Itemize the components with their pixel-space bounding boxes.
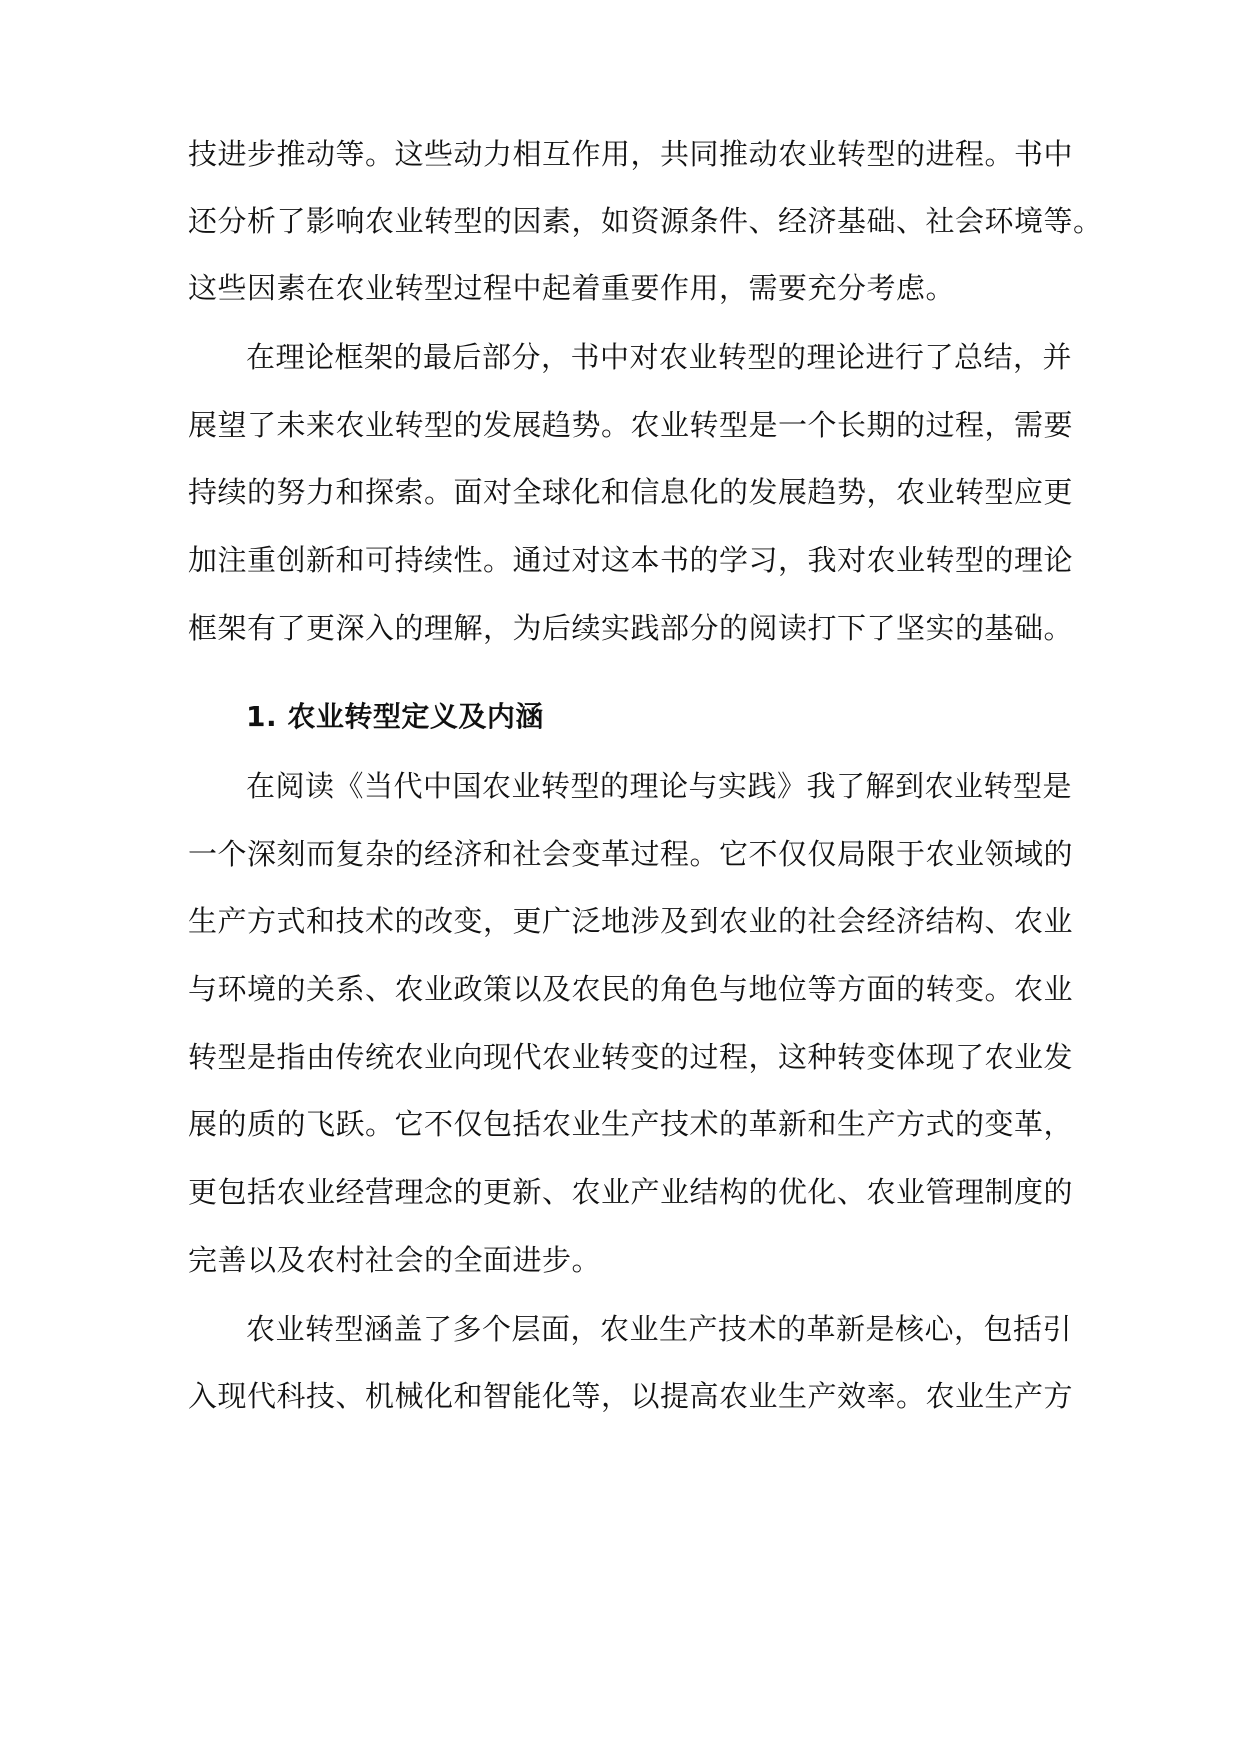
paragraph-line: 更包括农业经营理念的更新、农业产业结构的优化、农业管理制度的 bbox=[188, 1175, 1074, 1209]
paragraph-line: 展望了未来农业转型的发展趋势。农业转型是一个长期的过程，需要 bbox=[188, 408, 1074, 442]
paragraph-line: 完善以及农村社会的全面进步。 bbox=[188, 1243, 602, 1277]
paragraph-line: 这些因素在农业转型过程中起着重要作用，需要充分考虑。 bbox=[188, 271, 956, 305]
paragraph-line: 持续的努力和探索。面对全球化和信息化的发展趋势，农业转型应更 bbox=[188, 475, 1074, 509]
paragraph-line: 展的质的飞跃。它不仅包括农业生产技术的革新和生产方式的变革， bbox=[188, 1107, 1074, 1141]
paragraph-line: 一个深刻而复杂的经济和社会变革过程。它不仅仅局限于农业领域的 bbox=[188, 837, 1074, 871]
section-heading: 1. 农业转型定义及内涵 bbox=[246, 700, 544, 733]
paragraph-line: 技进步推动等。这些动力相互作用，共同推动农业转型的进程。书中 bbox=[188, 137, 1074, 171]
paragraph-line: 农业转型涵盖了多个层面，农业生产技术的革新是核心，包括引 bbox=[246, 1312, 1073, 1346]
paragraph-line: 在理论框架的最后部分，书中对农业转型的理论进行了总结，并 bbox=[246, 340, 1073, 374]
paragraph-line: 入现代科技、机械化和智能化等，以提高农业生产效率。农业生产方 bbox=[188, 1379, 1074, 1413]
paragraph-line: 生产方式和技术的改变，更广泛地涉及到农业的社会经济结构、农业 bbox=[188, 904, 1074, 938]
paragraph-line: 转型是指由传统农业向现代农业转变的过程，这种转变体现了农业发 bbox=[188, 1040, 1074, 1074]
paragraph-line: 与环境的关系、农业政策以及农民的角色与地位等方面的转变。农业 bbox=[188, 972, 1074, 1006]
paragraph-line: 在阅读《当代中国农业转型的理论与实践》我了解到农业转型是 bbox=[246, 769, 1073, 803]
paragraph-line: 还分析了影响农业转型的因素，如资源条件、经济基础、社会环境等。 bbox=[188, 204, 1103, 238]
paragraph-line: 框架有了更深入的理解，为后续实践部分的阅读打下了坚实的基础。 bbox=[188, 611, 1074, 645]
paragraph-line: 加注重创新和可持续性。通过对这本书的学习，我对农业转型的理论 bbox=[188, 543, 1074, 577]
